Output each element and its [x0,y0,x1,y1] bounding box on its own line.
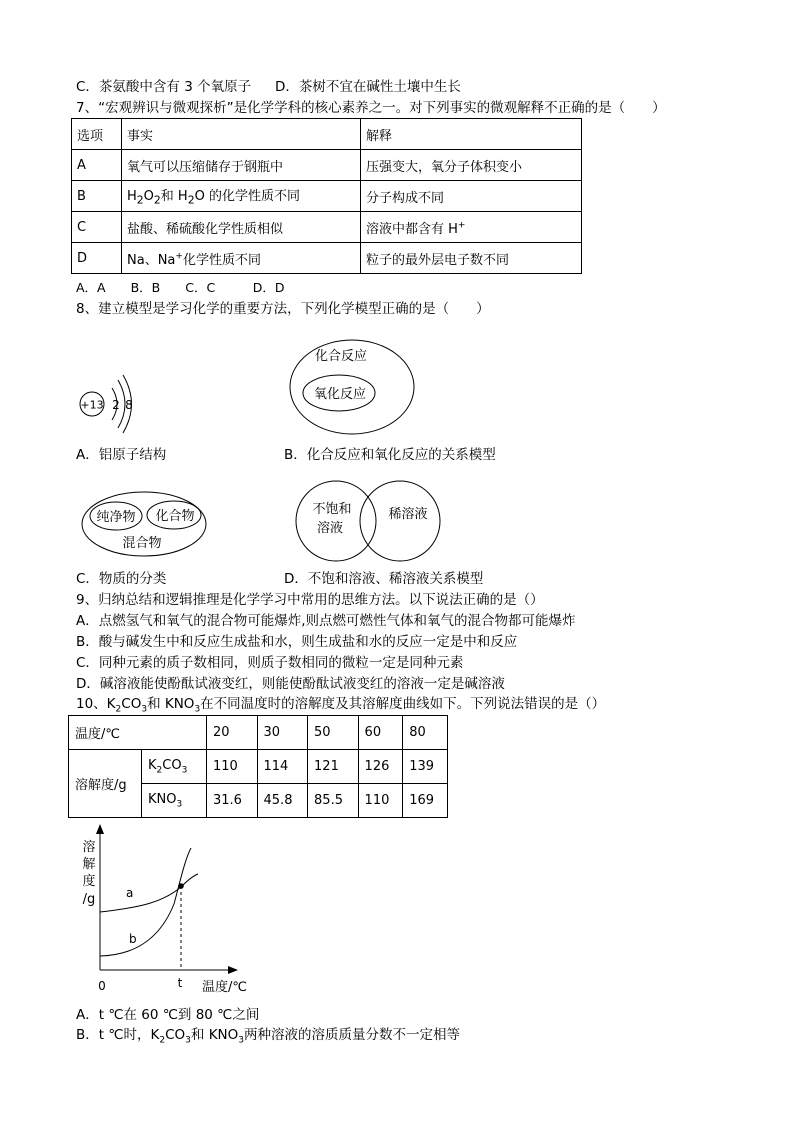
row-option: A [72,150,122,181]
curve-b-label: b [129,932,137,946]
y-label-char: 度 [82,874,96,889]
option-part: B．t ℃时，K [76,1027,160,1043]
q6-option-c: C．茶氨酸中含有 3 个氧原子 [76,79,252,95]
header-fact: 事实 [122,119,361,150]
shell-2-electrons: 8 [125,398,133,412]
formula-part: CO [162,757,182,773]
mixture-label: 混合物 [122,536,162,551]
formula-part: K [148,757,157,773]
curve-a [100,874,198,912]
table-header-row [72,119,582,150]
option-part: 和 KNO [190,1027,239,1043]
y-label-char: 解 [82,857,96,872]
dilute-solution-label: 稀溶液 [388,507,428,522]
formula-part: H [127,189,137,205]
y-label-char: /g [82,892,96,907]
kno3-value: 45.8 [257,784,308,818]
kno3-value: 110 [358,784,403,818]
table-row [69,750,448,784]
x-axis-label: 温度/℃ [202,980,247,995]
explanation-text: 溶液中都含有 H [366,221,458,237]
table-row [72,243,582,274]
option-part: 两种溶液的溶质质量分数不一定相等 [244,1027,461,1043]
k2co3-value: 110 [207,750,258,784]
table-row [72,181,582,212]
ion-charge: + [457,220,466,231]
q8-option-d: D．不饱和溶液、稀溶液关系模型 [284,571,484,587]
formula-part: 和 H [160,189,188,205]
nucleus-charge: +13 [80,398,104,412]
stem-part: 10、K [76,696,116,712]
q9-option-d: D．碱溶液能使酚酞试液变红，则能使酚酞试液变红的溶液一定是碱溶液 [76,676,505,692]
solubility-curve-graph [74,824,264,1000]
row-explanation: 压强变大，氧分子体积变小 [361,150,582,181]
y-axis-arrow [96,824,104,834]
k2co3-value: 114 [257,750,308,784]
formula-part: Na、Na [127,252,176,268]
ion-charge: + [175,251,183,262]
formula-sub: 2 [159,1035,166,1046]
q8-option-c: C．物质的分类 [76,571,167,587]
formula-sub: 3 [141,704,148,715]
temperature-cell: 30 [257,716,308,750]
q8-option-a: A．铝原子结构 [76,447,167,463]
q6-option-d: D．茶树不宜在碱性土壤中生长 [275,79,461,95]
header-option: 选项 [72,119,122,150]
q9-option-a: A．点燃氢气和氧气的混合物可能爆炸,则点燃可燃性气体和氧气的混合物都可能爆炸 [76,613,576,629]
formula-part: KNO [148,791,177,807]
table-row [69,716,448,750]
row-fact: 盐酸、稀硫酸化学性质相似 [122,212,361,243]
table-row [72,212,582,243]
formula-part: O 的化学性质不同 [194,189,300,205]
kno3-value: 31.6 [207,784,258,818]
formula-part: O [143,189,154,205]
q8-option-b: B．化合反应和氧化反应的关系模型 [284,447,496,463]
formula-part: 化学性质不同 [182,252,261,268]
q10-option-a: A．t ℃在 60 ℃到 80 ℃之间 [76,1007,260,1023]
row-fact [122,243,361,274]
formula-sub: 3 [181,765,188,776]
compound-label: 化合物 [155,509,195,524]
formula-sub: 2 [115,704,122,715]
q7-table [71,118,582,274]
option-part: CO [165,1027,186,1043]
solubility-header: 溶解度/g [69,750,142,818]
x-axis-arrow [228,966,238,974]
intersection-point [178,883,184,889]
pure-substance-label: 纯净物 [96,510,136,525]
header-explanation: 解释 [361,119,582,150]
k2co3-label [142,750,207,784]
formula-sub: 2 [187,193,195,207]
formula-sub: 2 [153,193,161,207]
row-option: B [72,181,122,212]
row-fact [122,181,361,212]
k2co3-value: 126 [358,750,403,784]
formula-sub: 2 [136,193,144,207]
temperature-cell: 50 [308,716,359,750]
combination-reaction-label: 化合反应 [314,349,368,364]
unsaturated-label-line1: 不饱和 [312,502,352,517]
formula-sub: 3 [238,1035,245,1046]
curve-a-label: a [126,886,134,900]
y-label-char: 溶 [82,840,96,855]
q8-stem: 8、建立模型是学习化学的重要方法，下列化学模型正确的是（ ） [76,301,490,317]
origin-label: 0 [98,979,106,993]
temperature-cell: 80 [403,716,448,750]
row-explanation: 分子构成不同 [361,181,582,212]
row-explanation [361,212,582,243]
row-option: C [72,212,122,243]
kno3-value: 85.5 [308,784,359,818]
table-row [72,150,582,181]
q10-option-b [76,1026,460,1050]
formula-sub: 3 [185,1035,191,1046]
temperature-header: 温度/℃ [69,716,207,750]
q7-answer-options: A．A B．B C．C D．D [76,280,285,295]
stem-part: 在不同温度时的溶解度及其溶解度曲线如下。下列说法错误的是（） [200,696,606,712]
formula-sub: 3 [176,799,183,810]
q7-stem: 7、“宏观辨识与微观探析”是化学学科的核心素养之一。对下列事实的微观解释不正确的是（ ） [76,100,666,116]
solution-relation-diagram [292,476,452,566]
t-label: t [177,976,183,990]
row-explanation: 粒子的最外层电子数不同 [361,243,582,274]
aluminum-atom-diagram [72,370,142,440]
q9-option-b: B．酸与碱发生中和反应生成盐和水，则生成盐和水的反应一定是中和反应 [76,634,518,650]
kno3-value: 169 [403,784,448,818]
temperature-cell: 20 [207,716,258,750]
unsaturated-label-line2: 溶液 [316,521,344,536]
stem-part: 和 KNO [147,696,195,712]
row-option: D [72,243,122,274]
substance-classification-diagram [80,490,210,558]
k2co3-value: 121 [308,750,359,784]
kno3-label [142,784,207,818]
curve-b [100,848,191,956]
solubility-table [68,715,448,818]
k2co3-value: 139 [403,750,448,784]
q9-stem: 9、归纳总结和逻辑推理是化学学习中常用的思维方法。以下说法正确的是（） [76,592,544,608]
temperature-cell: 60 [358,716,403,750]
reaction-relation-diagram [288,337,418,437]
row-fact: 氧气可以压缩储存于钢瓶中 [122,150,361,181]
shell-1-electrons: 2 [112,398,120,412]
formula-sub: 3 [194,704,201,715]
q9-option-c: C．同种元素的质子数相同，则质子数相同的微粒一定是同种元素 [76,655,464,671]
stem-part: CO [121,696,142,712]
formula-sub: 2 [156,765,163,776]
oxidation-reaction-label: 氧化反应 [313,387,367,402]
